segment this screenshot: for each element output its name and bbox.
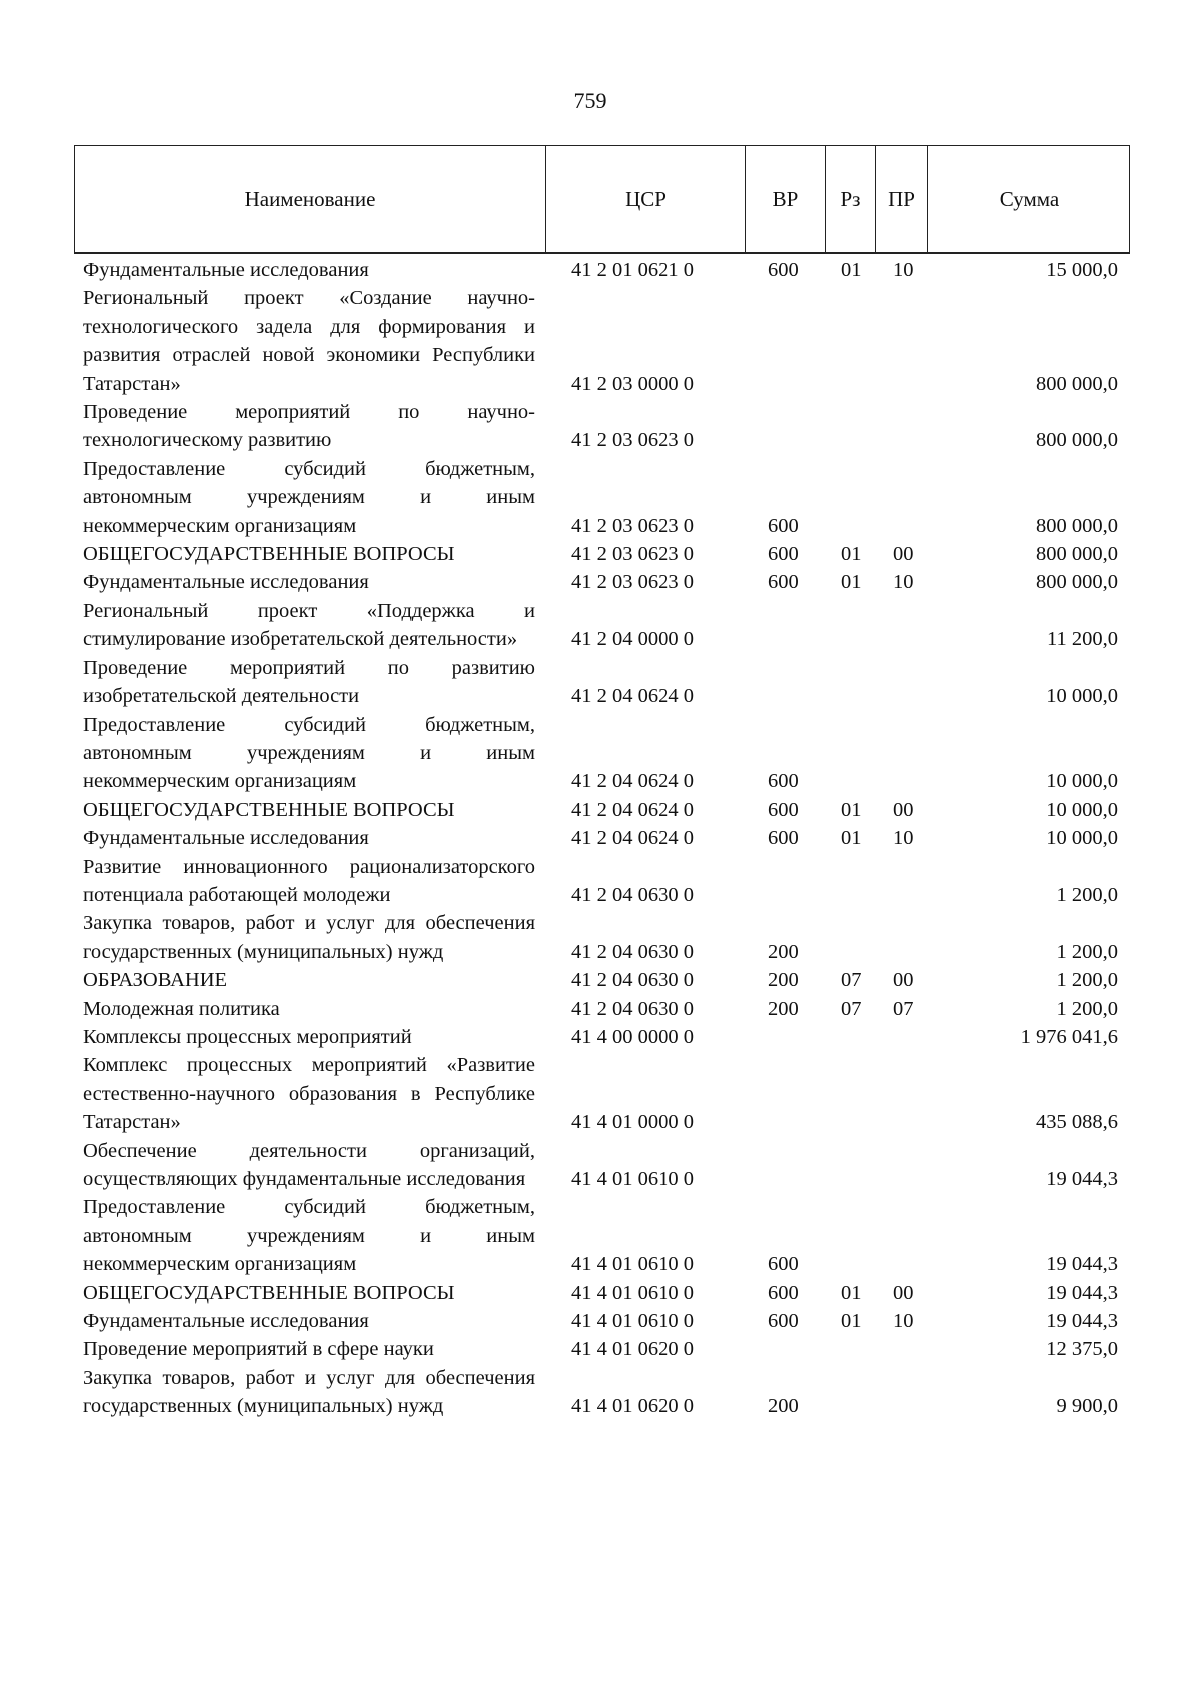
row-sum: 1 200,0 (1056, 969, 1118, 992)
row-sum: 800 000,0 (1036, 571, 1118, 594)
table-row (0, 1279, 1200, 1307)
row-rz: 01 (841, 827, 862, 850)
row-csr: 41 2 04 0630 0 (571, 883, 694, 906)
table-row (0, 1364, 1200, 1421)
row-name: Фундаментальные исследования (83, 571, 369, 594)
header-name: Наименование (75, 146, 546, 252)
row-csr: 41 2 04 0630 0 (571, 940, 694, 963)
row-name: Обеспечение деятельности организаций, осуществляющих фундаментальные исследования (83, 1139, 535, 1190)
row-sum: 11 200,0 (1047, 628, 1118, 651)
header-vr: ВР (746, 146, 826, 252)
row-csr: 41 2 04 0624 0 (571, 770, 694, 793)
table-row (0, 1023, 1200, 1051)
row-name: ОБЩЕГОСУДАРСТВЕННЫЕ ВОПРОСЫ (83, 798, 455, 821)
row-sum: 19 044,3 (1046, 1168, 1118, 1190)
row-vr: 600 (768, 1253, 799, 1276)
table-body (0, 256, 1200, 1421)
row-csr: 41 4 01 0610 0 (571, 1281, 694, 1304)
table-row (0, 1307, 1200, 1335)
row-vr: 200 (768, 969, 799, 992)
row-csr: 41 2 03 0000 0 (571, 372, 694, 395)
row-pr: 10 (893, 827, 914, 850)
row-name: Региональный проект «Поддержка и стимулирование изобретательской деятельности» (83, 599, 535, 651)
row-vr: 600 (768, 798, 799, 821)
row-vr: 600 (768, 1281, 799, 1304)
row-name: Комплексы процессных мероприятий (83, 1025, 412, 1048)
row-csr: 41 2 03 0623 0 (571, 571, 694, 594)
row-sum: 12 375,0 (1046, 1338, 1118, 1361)
row-rz: 07 (841, 969, 862, 992)
table-row (0, 398, 1200, 455)
header-csr: ЦСР (546, 146, 746, 252)
row-csr: 41 2 03 0623 0 (571, 429, 694, 452)
table-row (0, 455, 1200, 540)
row-name: Молодежная политика (83, 997, 280, 1020)
row-vr: 600 (768, 1310, 799, 1333)
table-row (0, 1137, 1200, 1194)
row-name: Фундаментальные исследования (83, 259, 369, 281)
table-row (0, 966, 1200, 994)
table-row (0, 909, 1200, 966)
row-csr: 41 2 03 0623 0 (571, 543, 694, 566)
row-sum: 1 200,0 (1056, 883, 1118, 906)
table-row (0, 256, 1200, 284)
page-number: 759 (573, 88, 607, 113)
row-name: Комплекс процессных мероприятий «Развитие естественно-научного образования в Республике Татарстан» (83, 1054, 535, 1134)
row-pr: 07 (893, 997, 914, 1020)
row-sum: 10 000,0 (1046, 685, 1118, 708)
row-csr: 41 2 03 0623 0 (571, 514, 694, 537)
row-csr: 41 2 04 0630 0 (571, 997, 694, 1020)
table-row (0, 995, 1200, 1023)
row-rz: 01 (841, 1281, 862, 1304)
row-name: Проведение мероприятий в сфере науки (83, 1338, 434, 1361)
table-row (0, 1051, 1200, 1136)
row-sum: 19 044,3 (1046, 1310, 1118, 1333)
row-pr: 00 (893, 543, 914, 566)
table-row (0, 1193, 1200, 1278)
row-pr: 00 (893, 798, 914, 821)
row-name: Предоставление субсидий бюджетным, автономным учреждениям и иным некоммерческим организациям (83, 713, 535, 793)
row-sum: 19 044,3 (1046, 1281, 1118, 1304)
row-vr: 200 (768, 997, 799, 1020)
row-vr: 600 (768, 770, 799, 793)
row-csr: 41 4 01 0610 0 (571, 1168, 694, 1190)
header-pr: ПР (876, 146, 928, 252)
row-sum: 800 000,0 (1036, 372, 1118, 395)
row-csr: 41 2 04 0000 0 (571, 628, 694, 651)
row-csr: 41 4 01 0620 0 (571, 1395, 694, 1418)
table-row (0, 568, 1200, 596)
row-sum: 10 000,0 (1046, 798, 1118, 821)
row-csr: 41 4 01 0610 0 (571, 1310, 694, 1333)
row-name: Региональный проект «Создание научно-технологического задела для формирования и развития отраслей новой экономики Республики Татарстан» (83, 287, 535, 395)
row-name: Закупка товаров, работ и услуг для обеспечения государственных (муниципальных) нужд (83, 1366, 535, 1418)
row-name: Проведение мероприятий по развитию изобретательской деятельности (83, 656, 535, 708)
table-header (74, 145, 1130, 252)
header-sum: Сумма (999, 186, 1060, 211)
row-name: ОБЩЕГОСУДАРСТВЕННЫЕ ВОПРОСЫ (83, 543, 455, 566)
row-vr: 600 (768, 259, 799, 281)
table-row (0, 540, 1200, 568)
row-sum: 1 200,0 (1056, 997, 1118, 1020)
header-divider (74, 252, 1130, 254)
row-csr: 41 2 04 0630 0 (571, 969, 694, 992)
row-vr: 600 (768, 543, 799, 566)
row-name: Закупка товаров, работ и услуг для обеспечения государственных (муниципальных) нужд (83, 912, 535, 963)
row-name: Фундаментальные исследования (83, 827, 369, 850)
row-vr: 200 (768, 1395, 799, 1418)
row-csr: 41 4 01 0610 0 (571, 1253, 694, 1276)
row-rz: 01 (841, 798, 862, 821)
row-sum: 15 000,0 (1046, 259, 1118, 281)
row-csr: 41 2 04 0624 0 (571, 827, 694, 850)
table-row (0, 597, 1200, 654)
row-pr: 10 (893, 1310, 914, 1333)
row-name: ОБЩЕГОСУДАРСТВЕННЫЕ ВОПРОСЫ (83, 1281, 455, 1304)
row-vr: 600 (768, 571, 799, 594)
row-sum: 1 200,0 (1056, 940, 1118, 963)
table-row (0, 1335, 1200, 1363)
row-vr: 200 (768, 940, 799, 963)
row-pr: 10 (893, 571, 914, 594)
row-name: Предоставление субсидий бюджетным, автономным учреждениям и иным некоммерческим организациям (83, 1196, 535, 1276)
table-row (0, 853, 1200, 910)
row-name: Развитие инновационного рационализаторского потенциала работающей молодежи (83, 855, 535, 906)
row-rz: 01 (841, 543, 862, 566)
row-sum: 10 000,0 (1046, 827, 1118, 850)
row-sum: 19 044,3 (1046, 1253, 1118, 1276)
table-row (0, 284, 1200, 398)
row-vr: 600 (768, 514, 799, 537)
row-pr: 00 (893, 1281, 914, 1304)
row-csr: 41 2 04 0624 0 (571, 798, 694, 821)
row-vr: 600 (768, 827, 799, 850)
row-sum: 435 088,6 (1036, 1111, 1118, 1134)
row-csr: 41 2 01 0621 0 (571, 259, 694, 281)
header-rz: Рз (826, 146, 876, 252)
row-sum: 1 976 041,6 (1020, 1025, 1118, 1048)
row-csr: 41 2 04 0624 0 (571, 685, 694, 708)
row-name: Предоставление субсидий бюджетным, автономным учреждениям и иным некоммерческим организациям (83, 457, 535, 537)
table-row (0, 796, 1200, 824)
row-pr: 00 (893, 969, 914, 992)
row-csr: 41 4 01 0000 0 (571, 1111, 694, 1134)
table-row (0, 824, 1200, 852)
row-rz: 07 (841, 997, 862, 1020)
row-name: Проведение мероприятий по научно-технологическому развитию (83, 401, 535, 452)
row-rz: 01 (841, 1310, 862, 1333)
row-sum: 800 000,0 (1036, 543, 1118, 566)
row-rz: 01 (841, 571, 862, 594)
row-csr: 41 4 00 0000 0 (571, 1025, 694, 1048)
row-name: Фундаментальные исследования (83, 1310, 369, 1333)
table-row (0, 654, 1200, 711)
row-sum: 800 000,0 (1036, 429, 1118, 452)
row-sum: 9 900,0 (1056, 1395, 1118, 1418)
table-row (0, 711, 1200, 796)
row-rz: 01 (841, 259, 862, 281)
row-sum: 800 000,0 (1036, 514, 1118, 537)
row-pr: 10 (893, 259, 914, 281)
row-name: ОБРАЗОВАНИЕ (83, 969, 228, 992)
row-csr: 41 4 01 0620 0 (571, 1338, 694, 1361)
row-sum: 10 000,0 (1046, 770, 1118, 793)
